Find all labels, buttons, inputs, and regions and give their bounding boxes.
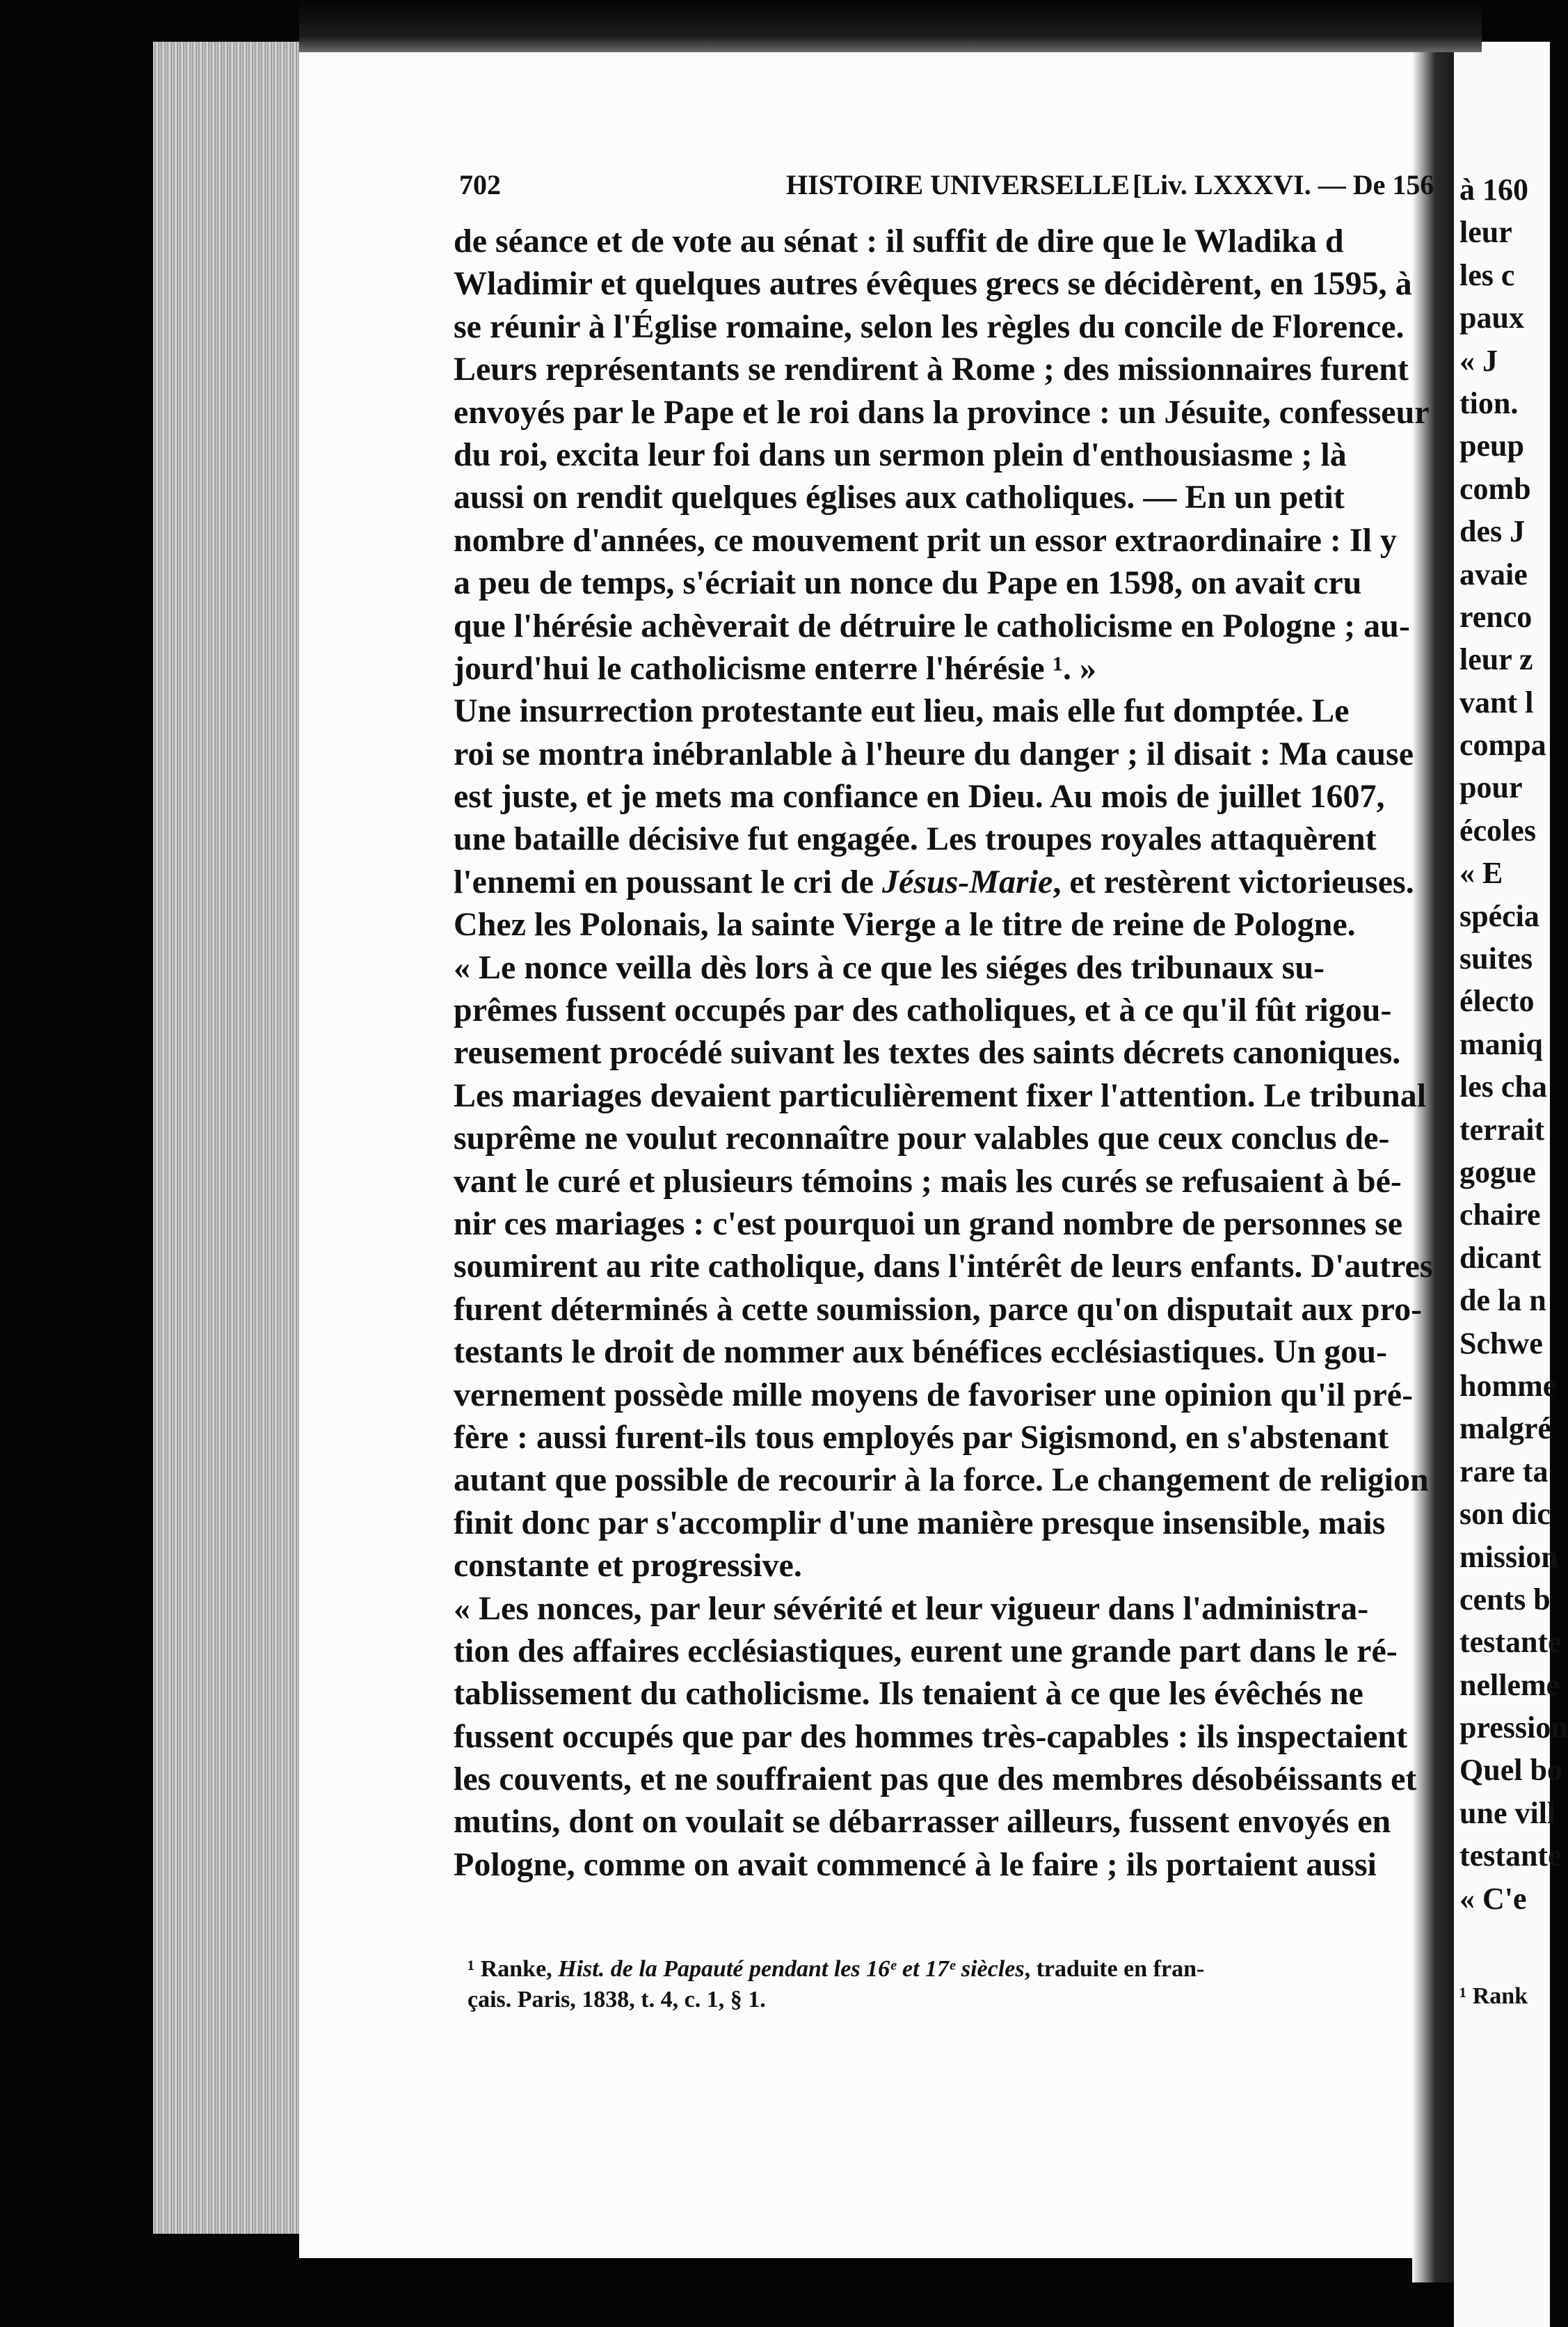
next-page-line: chaire [1459,1198,1541,1232]
next-page-line: écoles [1459,813,1536,848]
next-page-line: « C'e [1459,1881,1527,1916]
next-page-line: son dic [1459,1497,1551,1532]
next-page-line: spécia [1459,898,1539,933]
text-line: Chez les Polonais, la sainte Vierge a le titre de reine de Pologne. [454,906,1356,944]
text-line: constante et progressive. [454,1547,802,1585]
text-line: a peu de temps, s'écriait un nonce du Pape en 1598, on avait cru [454,564,1362,602]
next-page-line: terrait [1459,1112,1545,1147]
next-page-line: rare ta [1459,1454,1549,1488]
top-shadow [299,0,1482,52]
footnote-line: çais. Paris, 1838, t. 4, c. 1, § 1. [467,1987,766,2012]
next-page-line: nelleme [1459,1667,1560,1702]
next-page-text [1459,168,1568,1920]
next-page-line: paux [1459,301,1524,335]
text-line: finit donc par s'accomplir d'une manière presque insensible, mais [454,1504,1386,1541]
text-line: mutins, dont on voulait se débarrasser ailleurs, fussent envoyés en [454,1803,1391,1841]
text-line: se réunir à l'Église romaine, selon les règles du concile de Florence. [454,308,1405,345]
text-line: reusement procédé suivant les textes des saints décrets canoniques. [454,1034,1401,1072]
running-title: HISTOIRE UNIVERSELLE [786,169,1130,200]
next-page-line: mission [1459,1539,1558,1574]
next-page-line: une vill [1459,1795,1556,1830]
text-line: soumirent au rite catholique, dans l'intérêt de leurs enfants. D'autres [454,1248,1433,1285]
text-line: nir ces mariages : c'est pourquoi un grand nombre de personnes se [454,1205,1403,1242]
text-line: fussent occupés que par des hommes très-capables : ils inspectaient [454,1717,1408,1755]
next-page-line: leur z [1459,642,1533,677]
text-line: « Les nonces, par leur sévérité et leur vigueur dans l'administra- [454,1589,1369,1627]
next-page-line: les cha [1459,1070,1547,1104]
text-line: jourd'hui le catholicisme enterre l'hérésie ¹. » [454,649,1096,687]
text-line: tablissement du catholicisme. Ils tenaient à ce que les évêchés ne [454,1675,1363,1713]
text-line: les couvents, et ne souffraient pas que des membres désobéissants et [454,1761,1417,1798]
page-edges [153,42,313,2234]
text-line: vernement possède mille moyens de favoriser une opinion qu'il pré- [454,1376,1414,1413]
text-line: fère : aussi furent-ils tous employés par Sigismond, en s'abstenant [454,1418,1389,1456]
text-line: roi se montra inébranlable à l'heure du danger ; il disait : Ma cause [454,735,1414,772]
text-line: du roi, excita leur foi dans un sermon plein d'enthousiasme ; là [454,436,1347,473]
footnote [467,1954,1441,2015]
next-page-line: testante [1459,1625,1562,1660]
next-page-line: de la n [1459,1283,1546,1318]
next-page-line: compa [1459,728,1546,763]
next-page-line: cents b [1459,1582,1551,1617]
next-page-line: Schwe [1459,1326,1543,1360]
next-page-line: « J [1459,343,1498,378]
text-line: furent déterminés à cette soumission, parce qu'on disputait aux pro- [454,1290,1423,1328]
text-line: l'ennemi en poussant le cri de Jésus-Marie, et restèrent victorieuses. [454,863,1414,900]
text-line: aussi on rendit quelques églises aux catholiques. — En un petit [454,479,1345,516]
next-page-line: « E [1459,856,1503,891]
text-line: est juste, et je mets ma confiance en Dieu. Au mois de juillet 1607, [454,778,1385,816]
next-page-line: maniq [1459,1026,1543,1061]
text-line: testants le droit de nommer aux bénéfices ecclésiastiques. Un gou- [454,1333,1388,1371]
next-page-line: les c [1459,257,1515,292]
next-page-line: gogue [1459,1154,1536,1189]
next-page-line: peup [1459,429,1524,463]
text-line: Les mariages devaient particulièrement fixer l'attention. Le tribunal [454,1077,1427,1114]
next-page-line: des J [1459,514,1526,549]
next-page-footnote: ¹ Rank [1459,1983,1528,2009]
next-page-line: leur [1459,215,1512,250]
text-line: Une insurrection protestante eut lieu, mais elle fut domptée. Le [454,692,1350,730]
running-head [459,168,1433,210]
next-page-line: électo [1459,984,1535,1019]
next-page-line: pour [1459,770,1523,805]
next-page-line: renco [1459,599,1533,634]
text-line: Wladimir et quelques autres évêques grecs se décidèrent, en 1595, à [454,265,1412,303]
text-line: une bataille décisive fut engagée. Les troupes royales attaquèrent [454,820,1377,858]
text-line: autant que possible de recourir à la force. Le changement de religion [454,1461,1429,1499]
next-page-line: tion. [1459,386,1519,420]
text-line: Leurs représentants se rendirent à Rome ; des missionnaires furent [454,351,1409,388]
text-line: Pologne, comme on avait commencé à le faire ; ils portaient aussi [454,1845,1377,1883]
text-line: envoyés par le Pape et le roi dans la province : un Jésuite, confesseur [454,393,1430,431]
footnote-line: ¹ Ranke, Hist. de la Papauté pendant les 16ᵉ et 17ᵉ siècles, traduite en fran- [467,1956,1205,1982]
page-number: 702 [459,169,501,200]
next-page-line: comb [1459,471,1531,506]
next-page-line: suites [1459,942,1533,976]
body-text [454,220,1455,1886]
text-line: tion des affaires ecclésiastiques, eurent une grande part dans le ré- [454,1632,1398,1669]
next-page-line: homme [1459,1368,1557,1403]
text-line: « Le nonce veilla dès lors à ce que les siéges des tribunaux su- [454,948,1325,986]
next-page-line: dicant [1459,1240,1542,1275]
next-page-line: testante [1459,1838,1562,1873]
text-line: que l'hérésie achèverait de détruire le catholicisme en Pologne ; au- [454,607,1410,644]
text-line: nombre d'années, ce mouvement prit un essor extraordinaire : Il y [454,521,1397,559]
next-page-line: pression [1459,1710,1568,1745]
next-page-line: malgré [1459,1411,1551,1446]
next-page-line: avaie [1459,557,1528,591]
next-page-line: vant l [1459,685,1534,720]
next-page-line: à 160 [1459,173,1528,207]
next-page-line: Quel bo [1459,1753,1562,1788]
text-line: prêmes fussent occupés par des catholiques, et à ce qu'il fût rigou- [454,992,1392,1029]
running-section: [Liv. LXXXVI. — De 156 [1133,169,1434,200]
text-line: de séance et de vote au sénat : il suffit de dire que le Wladika d [454,223,1344,260]
text-line: suprême ne voulut reconnaître pour valables que ceux conclus de- [454,1120,1390,1157]
text-line: vant le curé et plusieurs témoins ; mais les curés se refusaient à bé- [454,1162,1402,1200]
